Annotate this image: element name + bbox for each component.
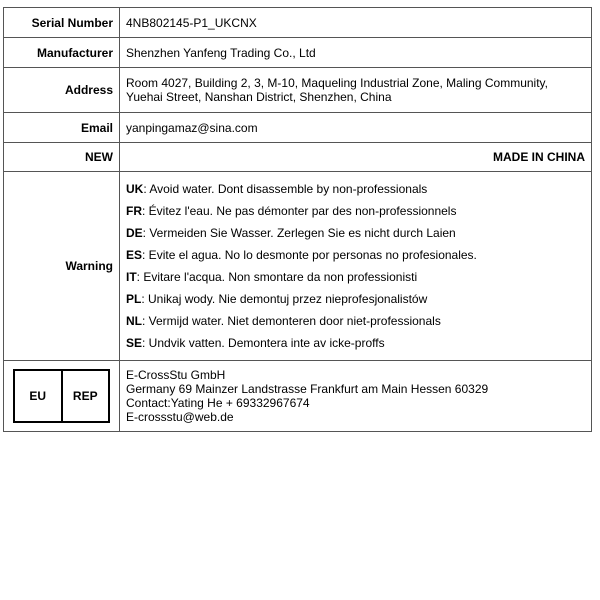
warning-code: NL <box>126 314 142 328</box>
new-row <box>4 143 592 172</box>
warning-item-fr <box>126 204 585 218</box>
email-label: Email <box>4 113 120 143</box>
warning-item-de <box>126 226 585 240</box>
warning-item-pl <box>126 292 585 306</box>
warning-text: : Evite el agua. No lo desmonte por personas no profesionales. <box>142 248 477 262</box>
email-value: yanpingamaz@sina.com <box>120 113 592 143</box>
warning-label: Warning <box>4 172 120 361</box>
eu-rep-contact: Contact:Yating He + 69332967674 <box>126 396 310 410</box>
warning-item-uk <box>126 182 585 196</box>
address-label: Address <box>4 68 120 113</box>
eu-rep-email: E-crossstu@web.de <box>126 410 234 424</box>
warning-item-se <box>126 336 585 350</box>
warning-item-it <box>126 270 585 284</box>
eu-rep-symbol-cell <box>4 361 120 432</box>
warning-code: IT <box>126 270 137 284</box>
eu-rep-company: E-CrossStu GmbH <box>126 368 226 382</box>
warning-text: : Evitare l'acqua. Non smontare da non professionisti <box>136 270 418 284</box>
warning-code: SE <box>126 336 143 350</box>
address-line-1: Room 4027, Building 2, 3, M-10, Maqueling Industrial Zone, Maling Community, <box>126 76 548 90</box>
address-line-2: Yuehai Street, Nanshan District, Shenzhen, China <box>126 90 392 104</box>
rep-mark: REP <box>72 389 98 403</box>
eu-rep-address: Germany 69 Mainzer Landstrasse Frankfurt am Main Hessen 60329 <box>126 382 489 396</box>
product-label-table <box>3 7 592 432</box>
warning-list <box>126 182 585 350</box>
warning-code: FR <box>126 204 142 218</box>
eu-mark: EU <box>15 371 63 421</box>
new-label: NEW <box>4 143 120 172</box>
serial-number-label: Serial Number <box>4 8 120 38</box>
warning-code: DE <box>126 226 143 240</box>
serial-number-row <box>4 8 592 38</box>
address-row <box>4 68 592 113</box>
warning-text: : Undvik vatten. Demontera inte av icke-proffs <box>142 336 385 350</box>
manufacturer-row <box>4 38 592 68</box>
warning-text: : Évitez l'eau. Ne pas démonter par des non-professionnels <box>142 204 457 218</box>
warning-text: : Vermeiden Sie Wasser. Zerlegen Sie es nicht durch Laien <box>142 226 456 240</box>
warning-item-nl <box>126 314 585 328</box>
manufacturer-label: Manufacturer <box>4 38 120 68</box>
eu-rep-row <box>4 361 592 432</box>
warning-code: PL <box>126 292 142 306</box>
warning-text: : Unikaj wody. Nie demontuj przez nieprofesjonalistów <box>141 292 428 306</box>
serial-number-value: 4NB802145-P1_UKCNX <box>120 8 592 38</box>
warning-text: : Vermijd water. Niet demonteren door niet-professionals <box>142 314 441 328</box>
address-value <box>120 68 592 113</box>
email-row <box>4 113 592 143</box>
warning-row <box>4 172 592 361</box>
eu-rep-symbol <box>13 369 110 423</box>
eu-rep-details <box>120 361 592 432</box>
warning-code: UK <box>126 182 144 196</box>
made-in-china-value: MADE IN CHINA <box>120 143 592 172</box>
warning-code: ES <box>126 248 143 262</box>
manufacturer-value: Shenzhen Yanfeng Trading Co., Ltd <box>120 38 592 68</box>
warning-text: : Avoid water. Dont disassemble by non-professionals <box>143 182 428 196</box>
warning-item-es <box>126 248 585 262</box>
warning-value <box>120 172 592 361</box>
